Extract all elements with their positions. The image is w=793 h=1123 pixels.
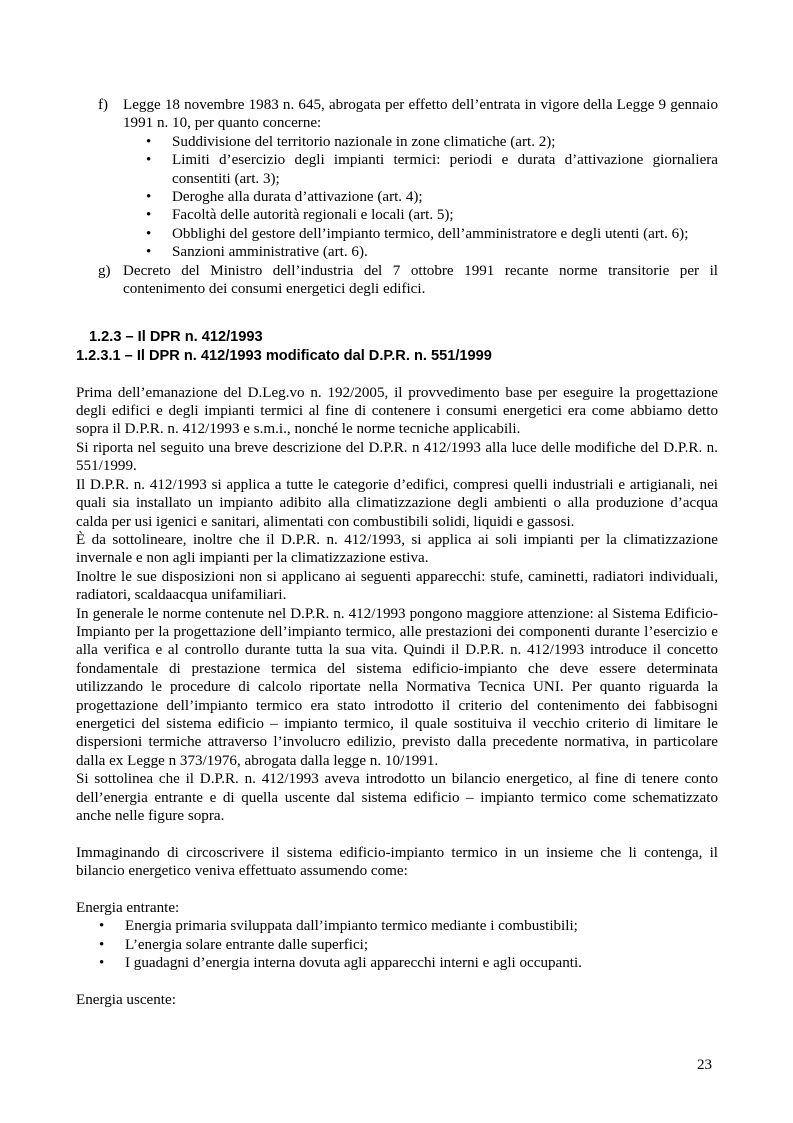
bullet-icon: •	[146, 225, 152, 242]
bullet-icon: •	[146, 133, 152, 150]
section-heading: 1.2.3 – Il DPR n. 412/1993	[89, 329, 263, 346]
list-item-text: Decreto del Ministro dell’industria del 7 ottobre 1991 recante norme transitorie per il contenimento dei consumi energetici degli edifici.	[123, 262, 718, 298]
lettered-list	[76, 96, 718, 298]
energia-entrante-label: Energia entrante:	[76, 900, 180, 916]
bullet-icon: •	[99, 936, 105, 953]
bullet-item: • Limiti d’esercizio degli impianti termici: periodi e durata d’attivazione giornaliera consentiti (art. 3);	[146, 152, 718, 187]
list-item-f	[76, 96, 718, 262]
energia-entrante-list	[76, 917, 718, 972]
bullet-icon: •	[146, 244, 152, 261]
list-item-text: Legge 18 novembre 1983 n. 645, abrogata per effetto dell’entrata in vigore della Legge 9 gennaio 1991 n. 10, per quanto concerne:	[123, 97, 718, 132]
paragraph: In generale le norme contenute nel D.P.R. n. 412/1993 pongono maggiore attenzione: al Sistema Edificio-Impianto per la progettazione dell’impianto termico, alle prestazioni dei componenti durante l’esercizio e alla verifica e al controllo durante tutta la sua vita. Quindi il D.P.R. n. 412/1993 introduce il concetto fondamentale di prestazione termica del sistema edificio-impianto che deve essere determinata utilizzando le procedure di calcolo riportate nella Normativa Tecnica UNI. Per quanto riguarda la progettazione dell’impianto termico era stato introdotto il criterio del contenimento dei fabbisogni energetici del sistema edificio – impianto termico, il quale sostituiva il vecchio criterio di limitare le dispersioni termiche attraverso l’involucro edilizio, previsto dalla precedente normativa, in particolare dalla ex Legge n 373/1976, abrogata dalla legge n. 10/1991.	[76, 605, 718, 769]
paragraph: Il D.P.R. n. 412/1993 si applica a tutte le categorie d’edifici, compresi quelli industriali e artigianali, nei quali sia installato un impianto adibito alla climatizzazione degli ambienti o alla produzione d’acqua calda per usi igenici e sanitari, alimentati con combustibili solidi, liquidi e gassosi.	[76, 476, 718, 530]
paragraph: Si riporta nel seguito una breve descrizione del D.P.R. n 412/1993 alla luce delle modifiche del D.P.R. n. 551/1999.	[76, 439, 718, 475]
bullet-item: • Sanzioni amministrative (art. 6).	[146, 244, 368, 261]
energia-uscente-label: Energia uscente:	[76, 992, 176, 1009]
bullet-item: • I guadagni d’energia interna dovuta agli apparecchi interni e agli occupanti.	[99, 955, 582, 972]
bullet-item: • Suddivisione del territorio nazionale in zone climatiche (art. 2);	[146, 133, 556, 150]
body-text	[76, 384, 718, 1010]
list-marker: g)	[98, 262, 111, 279]
paragraph: Prima dell’emanazione del D.Leg.vo n. 192/2005, il provvedimento base per eseguire la progettazione degli edifici e degli impianti termici al fine di contenere i consumi energetici era come abbiamo detto sopra il D.P.R. n. 412/1993 e s.m.i., nonché le norme tecniche applicabili.	[76, 384, 718, 438]
bullet-item: • L’energia solare entrante dalle superfici;	[99, 936, 369, 953]
bullet-icon: •	[146, 207, 152, 224]
bullet-item: • Obblighi del gestore dell’impianto termico, dell’amministratore e degli utenti (art. 6);	[146, 225, 689, 242]
subsection-heading: 1.2.3.1 – Il DPR n. 412/1993 modificato dal D.P.R. n. 551/1999	[76, 348, 492, 365]
section-headings	[76, 328, 718, 365]
page-number: 23	[697, 1057, 713, 1073]
page-body	[76, 96, 718, 1009]
bullet-item: • Energia primaria sviluppata dall’impianto termico mediante i combustibili;	[99, 918, 578, 935]
list-item-g	[76, 262, 718, 299]
bullet-icon: •	[146, 152, 152, 169]
paragraph: È da sottolineare, inoltre che il D.P.R. n. 412/1993, si applica ai soli impianti per la climatizzazione invernale e non agli impianti per la climatizzazione estiva.	[76, 531, 718, 567]
list-marker: f)	[98, 97, 109, 113]
bullet-icon: •	[99, 918, 105, 935]
paragraph: Immaginando di circoscrivere il sistema edificio-impianto termico in un insieme che li contenga, il bilancio energetico veniva effettuato assumendo come:	[76, 844, 718, 880]
paragraph: Inoltre le sue disposizioni non si applicano ai seguenti apparecchi: stufe, caminetti, radiatori individuali, radiatori, scaldaacqua unifamiliari.	[76, 568, 718, 604]
bullet-icon: •	[146, 189, 152, 206]
bullet-item: • Facoltà delle autorità regionali e locali (art. 5);	[146, 207, 454, 224]
paragraph: Si sottolinea che il D.P.R. n. 412/1993 aveva introdotto un bilancio energetico, al fine di tenere conto dell’energia entrante e di quella uscente dal sistema edificio – impianto termico come schematizzato anche nelle figure sopra.	[76, 771, 718, 824]
bullet-item: • Deroghe alla durata d’attivazione (art. 4);	[146, 189, 423, 206]
sub-bullet-list	[123, 133, 718, 262]
bullet-icon: •	[99, 955, 105, 972]
